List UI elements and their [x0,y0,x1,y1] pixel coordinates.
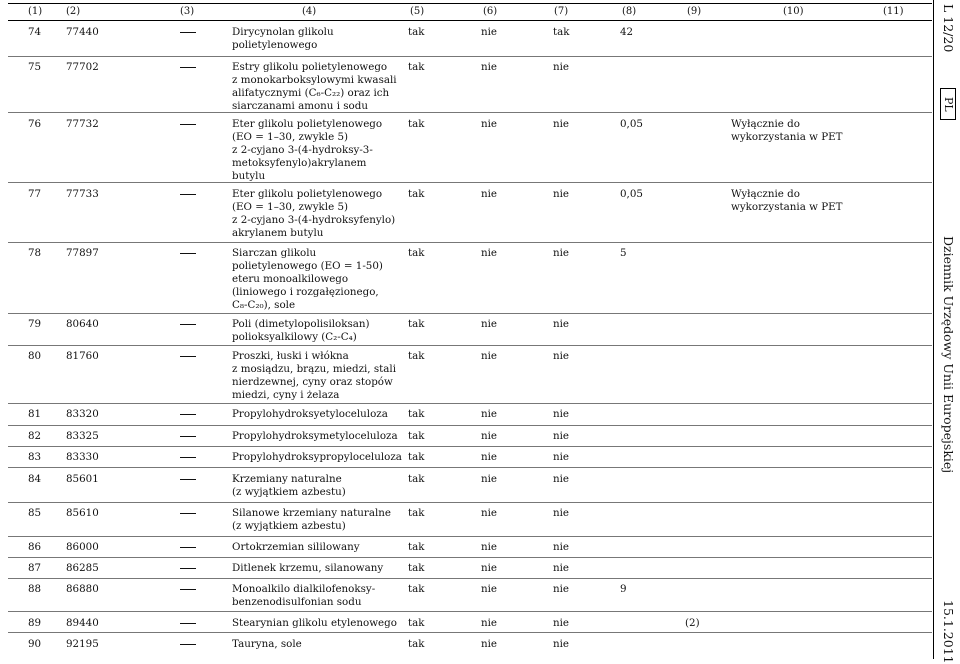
row-divider [8,632,932,633]
column-header: (3) [180,6,195,17]
substance-name-line: butylu [232,170,266,182]
restriction-note-line: wykorzystania w PET [731,131,843,143]
restriction-note-line: wykorzystania w PET [731,201,843,213]
row-number: 76 [28,118,42,130]
column-header: (6) [483,6,498,17]
col6-value: nie [481,408,498,420]
col7-value: nie [553,541,570,553]
col7-value: nie [553,638,570,650]
col6-value: nie [481,541,498,553]
substance-name [232,507,391,533]
row-divider [8,611,932,612]
header-bottom-rule [8,20,932,21]
col5-value: tak [408,451,425,463]
col5-value: tak [408,430,425,442]
substance-name-line: Monoalkilo dialkilofenoksy- [232,583,376,595]
row-number: 78 [28,247,42,259]
substance-name-line: z monokarboksylowymi kwasali [232,74,397,86]
dash-mark [180,457,196,458]
ref-number: 77897 [66,247,99,259]
row-divider [8,557,932,558]
col6-value: nie [481,473,498,485]
col5-value: tak [408,188,425,200]
substance-name [232,318,370,344]
row-divider [8,345,932,346]
dash-mark [180,589,196,590]
row-number: 87 [28,562,42,574]
substance-name [232,451,402,464]
row-number: 85 [28,507,42,519]
substance-name-line: polietylenowego (EO = 1-50) [232,260,383,272]
col8-value: 9 [620,583,627,595]
column-header: (5) [410,6,425,17]
dash-mark [180,414,196,415]
substance-name-line: (EO = 1–30, zwykle 5) [232,201,349,213]
row-number: 88 [28,583,42,595]
row-divider [8,425,932,426]
substance-name [232,26,334,52]
ref-number: 80640 [66,318,99,330]
row-divider [8,182,932,183]
dash-mark [180,67,196,68]
substance-name-line: polietylenowego [232,39,318,51]
substance-name-line: z 2-cyjano 3-(4-hydroksyfenylo) [232,214,396,226]
col5-value: tak [408,408,425,420]
column-header: (10) [783,6,804,17]
substance-name [232,188,395,240]
col7-value: nie [553,118,570,130]
row-divider [8,578,932,579]
col6-value: nie [481,247,498,259]
dash-mark [180,644,196,645]
col6-value: nie [481,26,498,38]
col5-value: tak [408,118,425,130]
col7-value: nie [553,350,570,362]
substance-name-line: alifatycznymi (C₆-C₂₂) oraz ich [232,87,390,99]
col5-value: tak [408,638,425,650]
substance-name-line: Ditlenek krzemu, silanowany [232,562,384,574]
row-number: 90 [28,638,42,650]
row-number: 77 [28,188,42,200]
col5-value: tak [408,247,425,259]
col7-value: nie [553,583,570,595]
substance-name-line: Dirycynolan glikolu [232,26,334,38]
substance-name [232,350,396,402]
dash-mark [180,547,196,548]
page-ref: L 12/20 [941,4,956,53]
substance-name-line: (EO = 1–30, zwykle 5) [232,131,349,143]
substance-name [232,638,302,651]
column-header: (11) [883,6,904,17]
row-divider [8,403,932,404]
col6-value: nie [481,583,498,595]
col6-value: nie [481,318,498,330]
substance-name-line: Krzemiany naturalne [232,473,342,485]
substance-name [232,118,382,183]
substance-name [232,541,360,554]
col8-value: 0,05 [620,188,643,200]
ref-number: 89440 [66,617,99,629]
substance-name-line: nierdzewnej, cyny oraz stopów [232,376,393,388]
col6-value: nie [481,507,498,519]
col6-value: nie [481,451,498,463]
column-header: (1) [28,6,43,17]
substance-name [232,408,388,421]
ref-number: 77440 [66,26,99,38]
ref-number: 83320 [66,408,99,420]
substance-name-line: Propylohydroksypropyloceluloza [232,451,402,463]
col7-value: nie [553,507,570,519]
substance-name [232,617,397,630]
publication-date: 15.1.2011 [941,600,956,664]
dash-mark [180,623,196,624]
dash-mark [180,479,196,480]
col7-value: nie [553,562,570,574]
restriction-note-line: Wyłącznie do [731,118,800,130]
substance-name-line: eteru monoalkilowego [232,273,349,285]
row-divider [8,467,932,468]
row-number: 86 [28,541,42,553]
ref-number: 92195 [66,638,99,650]
row-number: 81 [28,408,42,420]
col6-value: nie [481,638,498,650]
dash-mark [180,194,196,195]
substance-name-line: Proszki, łuski i włókna [232,350,349,362]
col7-value: nie [553,247,570,259]
substance-name-line: (z wyjątkiem azbestu) [232,520,346,532]
substance-name [232,247,383,312]
column-header: (4) [302,6,317,17]
row-divider [8,446,932,447]
col7-value: tak [553,26,570,38]
row-divider [8,502,932,503]
substance-name-line: Eter glikolu polietylenowego [232,188,383,200]
substance-name [232,583,375,609]
restriction-note [731,188,843,214]
ref-number: 86880 [66,583,99,595]
col5-value: tak [408,583,425,595]
ref-number: 77733 [66,188,99,200]
col5-value: tak [408,318,425,330]
dash-mark [180,124,196,125]
journal-title: Dziennik Urzędowy Unii Europejskiej [941,236,956,474]
col5-value: tak [408,473,425,485]
substance-name-line: siarczanami amonu i sodu [232,100,368,112]
col8-value: 0,05 [620,118,643,130]
substance-name [232,430,398,443]
row-number: 79 [28,318,42,330]
dash-mark [180,32,196,33]
margin-rule [933,0,934,659]
substance-name-line: Propylohydroksymetyloceluloza [232,430,398,442]
dash-mark [180,513,196,514]
substance-name-line: Silanowe krzemiany naturalne [232,507,392,519]
col6-value: nie [481,430,498,442]
col8-value: 5 [620,247,627,259]
column-header: (8) [622,6,637,17]
col5-value: tak [408,350,425,362]
substance-name-line: (z wyjątkiem azbestu) [232,486,346,498]
col6-value: nie [481,350,498,362]
substance-name [232,562,383,575]
row-divider [8,112,932,113]
ref-number: 86285 [66,562,99,574]
dash-mark [180,568,196,569]
col6-value: nie [481,562,498,574]
substance-name-line: Ortokrzemian sililowany [232,541,360,553]
substance-name-line: Tauryna, sole [232,638,302,650]
col5-value: tak [408,541,425,553]
col7-value: nie [553,451,570,463]
substance-name-line: z 2-cyjano 3-(4-hydroksy-3- [232,144,373,156]
col7-value: nie [553,430,570,442]
row-divider [8,56,932,57]
col5-value: tak [408,507,425,519]
row-divider [8,313,932,314]
col5-value: tak [408,562,425,574]
col7-value: nie [553,61,570,73]
substance-name-line: Poli (dimetylopolisiloksan) [232,318,370,330]
ref-number: 77702 [66,61,99,73]
column-header: (7) [554,6,569,17]
row-number: 84 [28,473,42,485]
column-header: (9) [687,6,702,17]
substance-name [232,473,346,499]
substance-name-line: Siarczan glikolu [232,247,317,259]
substance-name-line: metoksyfenylo)akrylanem [232,157,367,169]
col7-value: nie [553,473,570,485]
col8-value: 42 [620,26,634,38]
col7-value: nie [553,318,570,330]
dash-mark [180,356,196,357]
language-badge: PL [940,88,956,120]
col6-value: nie [481,118,498,130]
substance-name [232,61,397,113]
ref-number: 85601 [66,473,99,485]
ref-number: 81760 [66,350,99,362]
substance-name-line: Eter glikolu polietylenowego [232,118,383,130]
substance-name-line: Propylohydroksyetyloceluloza [232,408,388,420]
substance-name-line: akrylanem butylu [232,227,324,239]
dash-mark [180,324,196,325]
col5-value: tak [408,61,425,73]
col6-value: nie [481,617,498,629]
header-top-rule [8,3,932,4]
row-number: 74 [28,26,42,38]
ref-number: 85610 [66,507,99,519]
substance-name-line: Estry glikolu polietylenowego [232,61,388,73]
col5-value: tak [408,617,425,629]
col9-value: (2) [685,617,700,629]
substance-name-line: Stearynian glikolu etylenowego [232,617,397,629]
ref-number: 77732 [66,118,99,130]
row-divider [8,242,932,243]
ref-number: 83330 [66,451,99,463]
substance-name-line: (liniowego i rozgałęzionego, [232,286,379,298]
row-number: 89 [28,617,42,629]
row-number: 82 [28,430,42,442]
substance-name-line: benzenodisulfonian sodu [232,596,362,608]
substance-name-line: z mosiądzu, brązu, miedzi, stali [232,363,396,375]
col6-value: nie [481,188,498,200]
col6-value: nie [481,61,498,73]
restriction-note-line: Wyłącznie do [731,188,800,200]
row-number: 75 [28,61,42,73]
col7-value: nie [553,408,570,420]
substance-name-line: polioksyalkilowy (C₂-C₄) [232,331,357,343]
col7-value: nie [553,617,570,629]
ref-number: 83325 [66,430,99,442]
restriction-note [731,118,843,144]
column-header: (2) [66,6,81,17]
col7-value: nie [553,188,570,200]
row-number: 80 [28,350,42,362]
dash-mark [180,253,196,254]
row-divider [8,536,932,537]
ref-number: 86000 [66,541,99,553]
row-number: 83 [28,451,42,463]
col5-value: tak [408,26,425,38]
substance-name-line: C₈-C₂₀), sole [232,299,296,311]
dash-mark [180,436,196,437]
substance-name-line: miedzi, cyny i żelaza [232,389,340,401]
